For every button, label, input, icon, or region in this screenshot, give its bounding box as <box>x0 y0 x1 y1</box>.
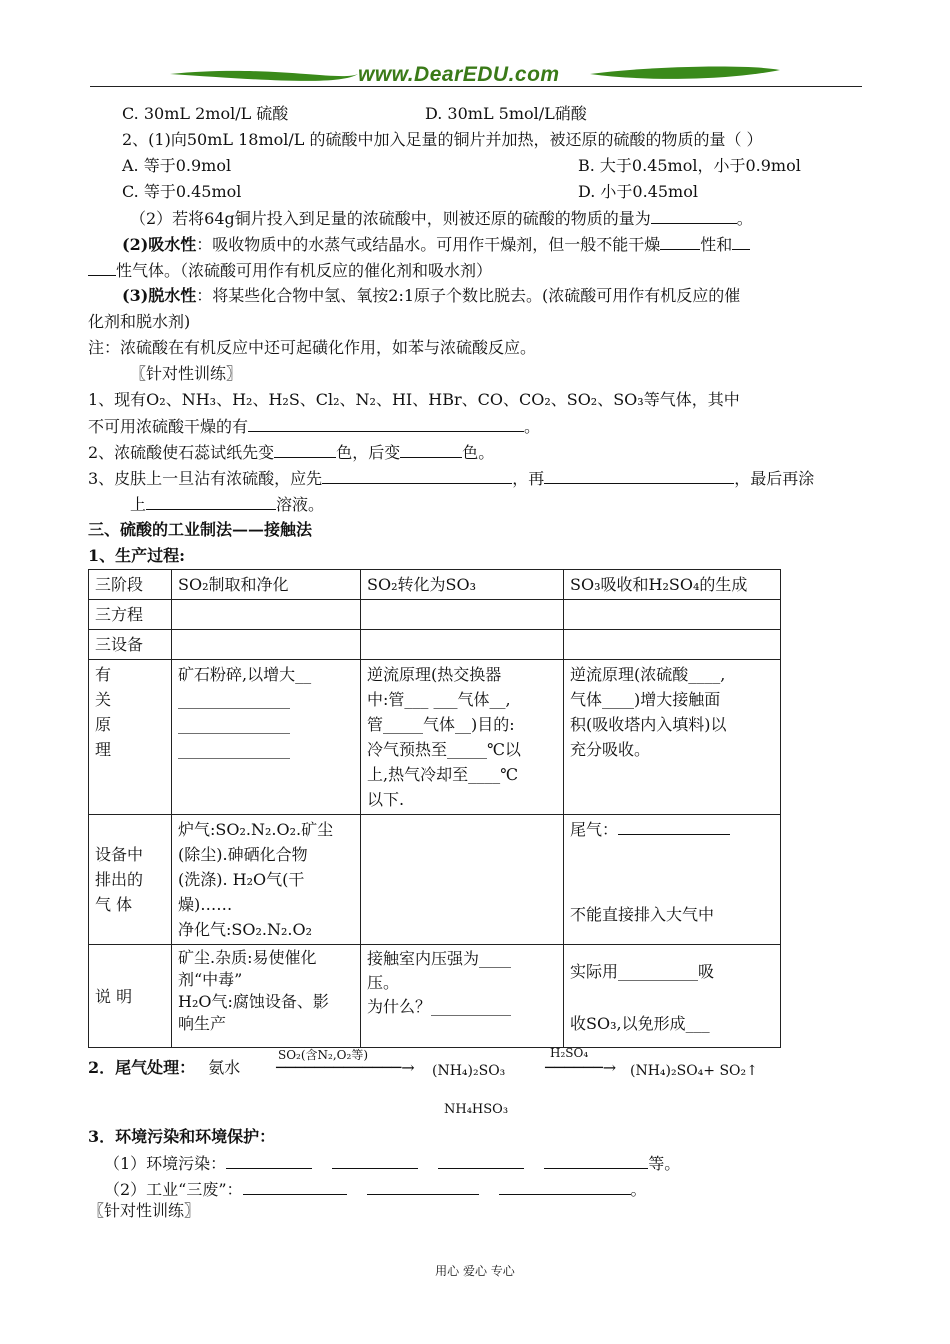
reaction-arrow-2-label: H₂SO₄ <box>550 1046 589 1060</box>
table-cell: SO₂制取和净化 <box>172 570 361 600</box>
reaction-arrow-2: ──────→ <box>545 1058 617 1077</box>
answer-blank[interactable] <box>332 1152 418 1169</box>
exercise-2: 2、浓硫酸使石蕊试纸先变 色，后变 色。 <box>88 443 495 462</box>
answer-blank[interactable] <box>274 441 336 458</box>
exercise-3: 3、皮肤上一旦沾有浓硫酸，应先 ，再 ，最后再涂 <box>88 469 815 488</box>
table-cell <box>361 815 564 945</box>
table-cell: 接触室内压强为____ 压。 为什么？__________ <box>361 945 564 1048</box>
answer-blank[interactable] <box>248 415 524 432</box>
subsection-1: 1、生产过程: <box>88 546 186 565</box>
answer-blank[interactable] <box>88 259 116 276</box>
answer-blank[interactable] <box>499 1178 631 1195</box>
option-a: A. 等于0.9mol <box>122 156 232 175</box>
table-cell: 逆流原理(浓硫酸____, 气体____)增大接触面 积(吸收塔内入填料)以 充分吸收。 <box>564 660 781 815</box>
product-ammonium-sulfite: (NH₄)₂SO₃ <box>432 1063 506 1079</box>
table-cell: 三阶段 <box>89 570 172 600</box>
question-2: 2、(1)向50mL 18mol/L 的硫酸中加入足量的铜片并加热，被还原的硫酸的物质的量（ ） <box>122 130 763 149</box>
table-cell: 三设备 <box>89 630 172 660</box>
table-cell: 有 关 原 理 <box>89 660 172 815</box>
answer-blank[interactable] <box>732 233 750 250</box>
table-cell: 设备中 排出的 气 体 <box>89 815 172 945</box>
exercise-1-line2: 不可用浓硫酸干燥的有 。 <box>88 417 541 436</box>
product-ammonium-bisulfite: NH₄HSO₃ <box>444 1102 509 1117</box>
question-2-part2: （2）若将64g铜片投入到足量的浓硫酸中，则被还原的硫酸的物质的量为 。 <box>130 209 753 228</box>
answer-blank[interactable] <box>618 818 730 835</box>
table-cell: 说 明 <box>89 945 172 1048</box>
production-process-table <box>88 569 781 1048</box>
answer-blank[interactable] <box>367 1178 479 1195</box>
pollution-line: （1）环境污染： 等。 <box>104 1154 681 1173</box>
training-heading-2: 〖针对性训练〗 <box>88 1201 201 1220</box>
training-heading: 〖针对性训练〗 <box>130 364 243 383</box>
page-footer: 用心 爱心 专心 <box>435 1264 515 1278</box>
exercise-3-line2: 上 溶液。 <box>130 495 325 514</box>
table-cell: 炉气:SO₂.N₂.O₂.矿尘 (除尘).砷硒化合物 (洗涤). H₂O气(干 燥)…… 净化气:SO₂.N₂.O₂ <box>172 815 361 945</box>
dehydration-line: (3)脱水性：将某些化合物中氢、氧按2:1原子个数比脱去。(浓硫酸可用作有机反应的催 <box>122 286 741 305</box>
option-d2: D. 小于0.45mol <box>578 182 698 201</box>
answer-blank[interactable] <box>243 1178 347 1195</box>
product-ammonium-sulfate: (NH₄)₂SO₄+ SO₂↑ <box>630 1063 758 1079</box>
answer-blank[interactable] <box>660 233 700 250</box>
option-c2: C. 等于0.45mol <box>122 182 242 201</box>
three-wastes-line: （2）工业“三废”： 。 <box>104 1180 647 1199</box>
answer-blank[interactable] <box>544 467 734 484</box>
note-line: 注：浓硫酸在有机反应中还可起磺化作用，如苯与浓硫酸反应。 <box>88 338 537 357</box>
answer-blank[interactable] <box>322 467 512 484</box>
hygroscopic-line: (2)吸水性：吸收物质中的水蒸气或结晶水。可用作干燥剂，但一般不能干燥 性和 <box>122 233 750 256</box>
answer-blank[interactable] <box>146 493 276 510</box>
table-cell[interactable] <box>172 630 361 660</box>
tail-gas-line: 2．尾气处理： 氨水 <box>88 1058 241 1077</box>
option-d: D. 30mL 5mol/L硝酸 <box>425 104 587 123</box>
table-cell: 三方程 <box>89 600 172 630</box>
option-b: B. 大于0.45mol，小于0.9mol <box>578 156 801 175</box>
table-cell: SO₃吸收和H₂SO₄的生成 <box>564 570 781 600</box>
site-logo: www.DearEDU.com <box>358 63 560 86</box>
table-cell: 实际用__________吸 收SO₃,以免形成___ <box>564 945 781 1048</box>
table-cell: SO₂转化为SO₃ <box>361 570 564 600</box>
answer-blank[interactable] <box>544 1152 648 1169</box>
table-cell: 尾气： 不能直接排入大气中 <box>564 815 781 945</box>
table-cell[interactable] <box>564 630 781 660</box>
answer-blank[interactable] <box>400 441 462 458</box>
table-cell: 逆流原理(热交换器 中:管___ ___气体__, 管_____气体__)目的: 冷气预热至_____℃以 上,热气冷却至____℃ 以下. <box>361 660 564 815</box>
exercise-1: 1、现有O₂、NH₃、H₂、H₂S、Cl₂、N₂、HI、HBr、CO、CO₂、SO₂、SO₃等气体，其中 <box>88 390 740 409</box>
section-3-title: 三、硫酸的工业制法——接触法 <box>88 520 313 539</box>
table-cell[interactable] <box>172 600 361 630</box>
table-cell[interactable] <box>564 600 781 630</box>
answer-blank[interactable] <box>438 1152 524 1169</box>
table-cell[interactable] <box>361 600 564 630</box>
option-c: C. 30mL 2mol/L 硫酸 <box>122 104 289 123</box>
answer-blank[interactable] <box>651 207 737 224</box>
answer-blank[interactable] <box>226 1152 312 1169</box>
dehydration-line-2: 化剂和脱水剂) <box>88 312 191 331</box>
hygroscopic-line-2: 性气体。（浓硫酸可用作有机反应的催化剂和吸水剂） <box>88 259 492 282</box>
table-cell: 矿石粉碎,以增大__ ______________ ______________ ______________ <box>172 660 361 815</box>
table-cell: 矿尘.杂质:易使催化 剂“中毒” H₂O气:腐蚀设备、影 响生产 <box>172 945 361 1048</box>
subsection-3: 3．环境污染和环境保护： <box>88 1127 276 1146</box>
reaction-arrow-1-label: SO₂(含N₂,O₂等) <box>278 1048 369 1062</box>
table-cell[interactable] <box>361 630 564 660</box>
reaction-arrow-1: ─────────────→ <box>276 1058 415 1077</box>
